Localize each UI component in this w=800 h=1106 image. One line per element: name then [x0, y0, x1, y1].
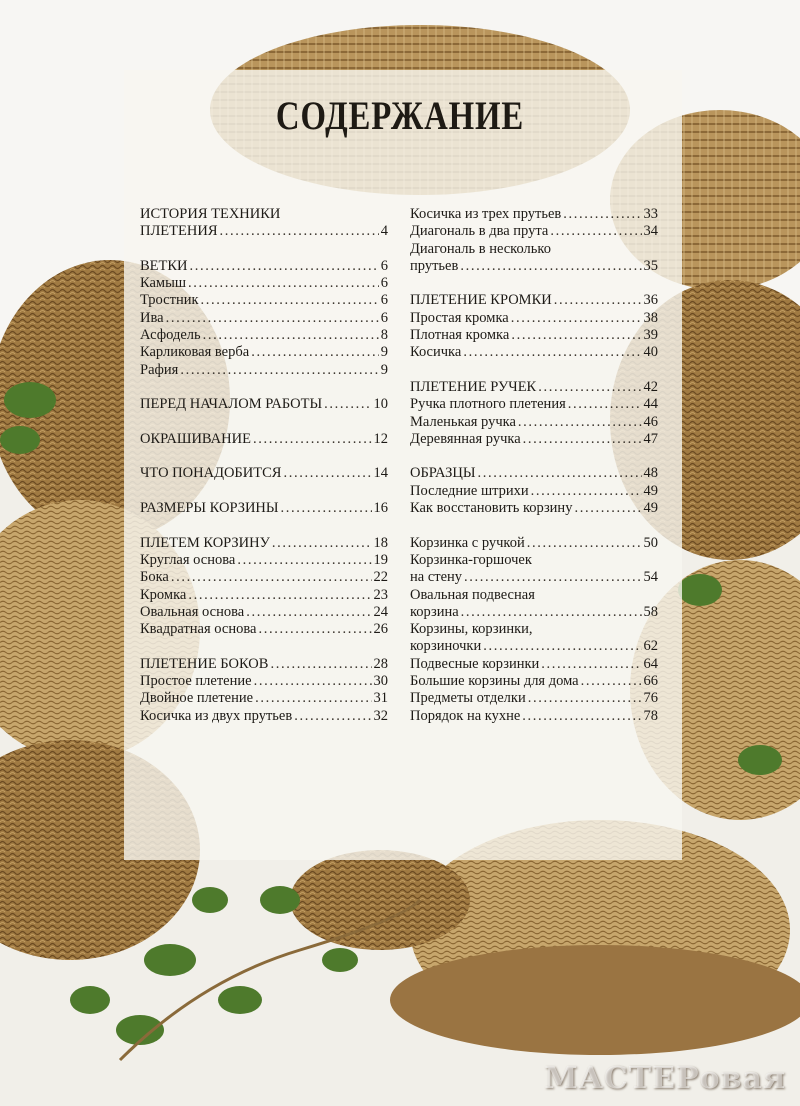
toc-entry-title: ИСТОРИЯ ТЕХНИКИ — [140, 206, 281, 222]
toc-page-number: 31 — [373, 690, 388, 707]
toc-entry[interactable] — [410, 621, 658, 638]
toc-entry-title: Деревянная ручка — [410, 430, 521, 447]
toc-entry-title: Маленькая ручка — [410, 413, 516, 430]
dot-leader — [460, 258, 641, 275]
toc-entry[interactable] — [410, 344, 658, 361]
toc-page-number: 30 — [373, 673, 388, 690]
toc-page-number: 8 — [380, 327, 388, 344]
toc-entry[interactable] — [140, 535, 388, 552]
toc-entry-title: Карликовая верба — [140, 344, 250, 361]
toc-entry[interactable] — [410, 552, 658, 569]
toc-entry[interactable] — [410, 587, 658, 604]
toc-entry[interactable] — [140, 431, 388, 448]
toc-entry-title: Косичка — [410, 344, 462, 361]
toc-spacer — [140, 483, 388, 500]
toc-spacer — [140, 448, 388, 465]
dot-leader — [531, 483, 642, 500]
toc-spacer — [410, 448, 658, 465]
toc-entry-title: Ива — [140, 309, 164, 326]
toc-page-number: 26 — [373, 621, 388, 638]
toc-entry[interactable] — [140, 673, 388, 690]
toc-entry-title: корзиночки — [410, 638, 482, 655]
toc-page-number: 9 — [380, 344, 388, 361]
dot-leader — [237, 552, 371, 569]
toc-entry[interactable] — [410, 223, 658, 240]
toc-page-number: 50 — [643, 534, 658, 551]
toc-entry-title: ПЛЕТЕНИЕ РУЧЕК — [410, 378, 537, 395]
toc-entry[interactable] — [410, 638, 658, 655]
toc-entry[interactable] — [410, 379, 658, 396]
toc-entry[interactable] — [410, 656, 658, 673]
toc-entry[interactable] — [140, 587, 388, 604]
toc-page-number: 42 — [643, 378, 658, 395]
dot-leader — [574, 500, 641, 517]
toc-page-number: 76 — [643, 690, 658, 707]
toc-entry-title: Плотная кромка — [410, 327, 510, 344]
toc-entry[interactable] — [410, 414, 658, 431]
toc-entry[interactable] — [140, 258, 388, 275]
toc-entry[interactable] — [140, 396, 388, 413]
toc-page-number: 19 — [373, 551, 388, 568]
dot-leader — [528, 690, 642, 707]
toc-spacer — [410, 517, 658, 534]
toc-page-number: 4 — [380, 223, 388, 240]
toc-page-number: 36 — [643, 292, 658, 309]
toc-entry-title: Овальная подвесная — [410, 586, 535, 603]
toc-entry[interactable] — [410, 396, 658, 413]
toc-entry-title: Корзинка-горшочек — [410, 551, 532, 568]
dot-leader — [511, 327, 641, 344]
toc-entry-title: ПЛЕТЕНИЕ КРОМКИ — [410, 292, 552, 309]
dot-leader — [541, 656, 641, 673]
toc-page-number: 6 — [380, 309, 388, 326]
toc-entry-title: Предметы отделки — [410, 690, 526, 707]
toc-entry[interactable] — [140, 275, 388, 292]
dot-leader — [522, 708, 641, 725]
toc-entry[interactable] — [140, 223, 388, 240]
toc-page-number: 58 — [643, 603, 658, 620]
dot-leader — [581, 673, 642, 690]
toc-page-number: 6 — [380, 292, 388, 309]
dot-leader — [527, 535, 642, 552]
toc-entry-title: на стену — [410, 569, 463, 586]
toc-page-number: 49 — [643, 482, 658, 499]
dot-leader — [258, 621, 371, 638]
toc-page-number: 16 — [373, 500, 388, 517]
toc-entry[interactable] — [140, 621, 388, 638]
toc-page-number: 47 — [643, 430, 658, 447]
toc-entry-title: Диагональ в два прута — [410, 223, 549, 240]
toc-entry[interactable] — [140, 708, 388, 725]
toc-page-number: 6 — [380, 275, 388, 292]
toc-entry[interactable] — [410, 258, 658, 275]
toc-entry-title: РАЗМЕРЫ КОРЗИНЫ — [140, 500, 279, 517]
dot-leader — [255, 690, 371, 707]
toc-entry[interactable] — [410, 535, 658, 552]
toc-entry-title: Подвесные корзинки — [410, 655, 540, 672]
toc-entry[interactable] — [410, 241, 658, 258]
dot-leader — [253, 431, 372, 448]
toc-page-number: 46 — [643, 413, 658, 430]
dot-leader — [554, 292, 642, 309]
toc-entry-title: Порядок на кухне — [410, 707, 521, 724]
toc-entry[interactable] — [410, 327, 658, 344]
toc-page-number: 38 — [643, 309, 658, 326]
toc-page-number: 39 — [643, 327, 658, 344]
dot-leader — [294, 708, 371, 725]
toc-page-number: 35 — [643, 257, 658, 274]
toc-entry[interactable] — [140, 362, 388, 379]
toc-entry-title: Диагональ в несколько — [410, 240, 551, 257]
toc-entry-title: прутьев — [410, 257, 459, 274]
toc-spacer — [140, 517, 388, 534]
toc-page-number: 66 — [643, 673, 658, 690]
toc-page-number: 33 — [643, 206, 658, 222]
toc-entry-title: Простое плетение — [140, 673, 252, 690]
toc-entry-title: ПЛЕТЕНИЯ — [140, 223, 218, 240]
dot-leader — [324, 396, 371, 413]
toc-page-number: 64 — [643, 655, 658, 672]
dot-leader — [188, 587, 371, 604]
toc-entry-title: Косичка из двух прутьев — [140, 707, 293, 724]
toc-page-number: 10 — [373, 396, 388, 413]
toc-entry-title: Корзинка с ручкой — [410, 534, 525, 551]
toc-spacer — [140, 241, 388, 258]
toc-left-column — [140, 206, 388, 725]
dot-leader — [523, 431, 642, 448]
toc-entry-title: Ручка плотного плетения — [410, 396, 566, 413]
toc-entry-title: ПЛЕТЕМ КОРЗИНУ — [140, 534, 270, 551]
dot-leader — [568, 396, 642, 413]
toc-entry[interactable] — [410, 500, 658, 517]
toc-entry[interactable] — [140, 569, 388, 586]
toc-entry-title: ОБРАЗЦЫ — [410, 465, 476, 482]
toc-entry[interactable] — [140, 327, 388, 344]
dot-leader — [463, 344, 641, 361]
dot-leader — [171, 569, 372, 586]
toc-entry[interactable] — [410, 310, 658, 327]
toc-page-number: 9 — [380, 361, 388, 378]
toc-page-number: 28 — [373, 655, 388, 672]
toc-entry-title: ЧТО ПОНАДОБИТСЯ — [140, 465, 282, 482]
page-title: СОДЕРЖАНИЕ — [275, 93, 525, 138]
toc-page-number: 32 — [373, 707, 388, 724]
dot-leader — [180, 362, 378, 379]
dot-leader — [464, 569, 641, 586]
dot-leader — [251, 344, 379, 361]
toc-entry-title: Простая кромка — [410, 309, 509, 326]
toc-entry-title: ОКРАШИВАНИЕ — [140, 430, 251, 447]
toc-entry[interactable] — [140, 206, 388, 223]
dot-leader — [203, 327, 379, 344]
toc-entry-title: ПЛЕТЕНИЕ БОКОВ — [140, 655, 269, 672]
toc-entry[interactable] — [410, 673, 658, 690]
toc-spacer — [140, 638, 388, 655]
watermark: МАСТЕРовая — [544, 1061, 786, 1096]
toc-entry-title: Овальная основа — [140, 603, 245, 620]
toc-page-number: 78 — [643, 707, 658, 724]
dot-leader — [563, 206, 641, 223]
dot-leader — [283, 465, 371, 482]
toc-entry[interactable] — [140, 690, 388, 707]
dot-leader — [272, 535, 372, 552]
toc-entry-title: Асфодель — [140, 327, 201, 344]
dot-leader — [518, 414, 642, 431]
dot-leader — [246, 604, 371, 621]
toc-page-number: 22 — [373, 569, 388, 586]
toc-entry[interactable] — [140, 310, 388, 327]
toc-entry[interactable] — [410, 206, 658, 223]
toc-entry-title: корзина — [410, 603, 459, 620]
toc-entry-title: Большие корзины для дома — [410, 673, 579, 690]
toc-page-number: 12 — [373, 430, 388, 447]
dot-leader — [270, 656, 371, 673]
toc-entry[interactable] — [410, 431, 658, 448]
toc-entry[interactable] — [410, 292, 658, 309]
dot-leader — [538, 379, 641, 396]
toc-entry[interactable] — [410, 604, 658, 621]
toc-spacer — [410, 362, 658, 379]
toc-entry-title: ВЕТКИ — [140, 257, 188, 274]
dot-leader — [461, 604, 642, 621]
toc-entry-title: Рафия — [140, 361, 179, 378]
toc-page-number: 40 — [643, 344, 658, 361]
toc-entry-title: Последние штрихи — [410, 482, 529, 499]
dot-leader — [511, 310, 642, 327]
toc-entry-title: Как восстановить корзину — [410, 500, 573, 517]
dot-leader — [478, 465, 642, 482]
toc-entry-title: Кромка — [140, 586, 187, 603]
dot-leader — [188, 275, 379, 292]
dot-leader — [190, 258, 379, 275]
toc-page-number: 14 — [373, 465, 388, 482]
toc-entry-title: Двойное плетение — [140, 690, 254, 707]
toc-entry[interactable] — [140, 656, 388, 673]
toc-entry[interactable] — [140, 292, 388, 309]
toc-entry[interactable] — [410, 483, 658, 500]
dot-leader — [281, 500, 372, 517]
toc-spacer — [410, 275, 658, 292]
toc-entry-title: ПЕРЕД НАЧАЛОМ РАБОТЫ — [140, 396, 323, 413]
toc-entry[interactable] — [140, 552, 388, 569]
dot-leader — [166, 310, 379, 327]
toc-entry-title: Камыш — [140, 275, 186, 292]
toc-entry-title: Косичка из трех прутьев — [410, 206, 562, 222]
dot-leader — [254, 673, 372, 690]
toc-page-number: 23 — [373, 586, 388, 603]
toc-entry-title: Квадратная основа — [140, 621, 257, 638]
toc-entry[interactable] — [140, 604, 388, 621]
toc-entry[interactable] — [410, 465, 658, 482]
toc-entry-title: Тростник — [140, 292, 199, 309]
toc-page-number: 6 — [380, 257, 388, 274]
dot-leader — [550, 223, 641, 240]
toc-right-column — [410, 206, 658, 725]
toc-entry[interactable] — [140, 344, 388, 361]
toc-page-number: 48 — [643, 465, 658, 482]
dot-leader — [201, 292, 379, 309]
toc-page-number: 62 — [643, 638, 658, 655]
toc-page-number: 18 — [373, 534, 388, 551]
toc-page-number: 24 — [373, 603, 388, 620]
toc-page-number: 34 — [643, 223, 658, 240]
toc-entry-title: Бока — [140, 569, 169, 586]
toc-entry[interactable] — [410, 708, 658, 725]
toc-entry[interactable] — [140, 465, 388, 482]
dot-leader — [220, 223, 379, 240]
toc-page-number: 49 — [643, 500, 658, 517]
toc-entry[interactable] — [410, 690, 658, 707]
toc-entry-title: Круглая основа — [140, 551, 236, 568]
toc-entry-title: Корзины, корзинки, — [410, 621, 533, 638]
toc-entry[interactable] — [410, 569, 658, 586]
toc-entry[interactable] — [140, 500, 388, 517]
toc-page-number: 54 — [643, 569, 658, 586]
toc-spacer — [140, 379, 388, 396]
dot-leader — [483, 638, 641, 655]
toc-spacer — [140, 414, 388, 431]
toc-page-number: 44 — [643, 396, 658, 413]
